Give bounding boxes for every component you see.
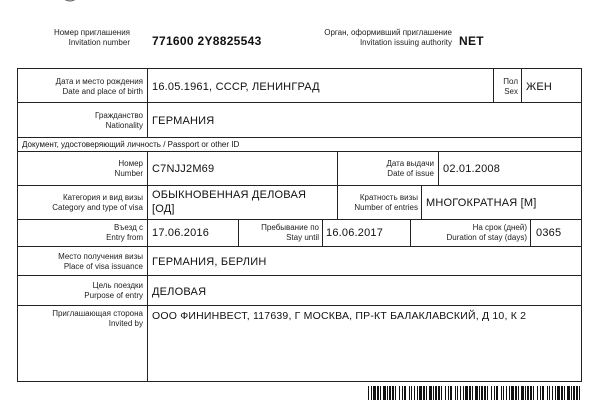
purpose-label: Цель поездки Purpose of entry	[84, 281, 143, 300]
visa-category-label: Категория и вид визы Category and type of visa	[52, 193, 143, 212]
invited-by-value: ООО ФИНИНВЕСТ, 117639, Г МОСКВА, ПР-КТ БАЛАКЛАВСКИЙ, Д 10, К 2	[152, 310, 527, 322]
duration-value: 0365	[536, 227, 562, 239]
entry-from-value: 17.06.2016	[152, 227, 210, 239]
visa-form	[17, 68, 582, 382]
stay-until-label: Пребывание по Stay until	[261, 223, 319, 242]
passport-number-label: Номер Number	[114, 159, 143, 178]
date-of-issue-value: 02.01.2008	[443, 163, 501, 175]
issuing-authority-label: Орган, оформивший приглашение Invitation issuing authority	[324, 28, 452, 47]
entries-label: Кратность визы Number of entries	[354, 193, 418, 212]
entry-from-label: Въезд с Entry from	[106, 223, 143, 242]
passport-number-value: C7NJJ2M69	[152, 163, 215, 175]
stay-until-value: 16.06.2017	[326, 227, 384, 239]
issuance-place-value: ГЕРМАНИЯ, БЕРЛИН	[152, 256, 267, 268]
nationality-value: ГЕРМАНИЯ	[152, 115, 215, 127]
sex-value: ЖЕН	[526, 81, 553, 93]
coat-of-arms-icon	[50, 0, 90, 8]
entries-value: МНОГОКРАТНАЯ [М]	[426, 197, 537, 209]
invitation-number-value: 771600 2Y8825543	[152, 34, 262, 48]
barcode-icon	[368, 386, 584, 400]
purpose-value: ДЕЛОВАЯ	[152, 286, 207, 298]
duration-label: На срок (дней) Duration of stay (days)	[446, 223, 527, 242]
invited-by-label: Приглашающая сторона Invited by	[52, 309, 143, 328]
issuance-place-label: Место получения визы Place of visa issuance	[58, 252, 143, 271]
issuing-authority-value: NET	[459, 34, 484, 48]
document-label: Документ, удостоверяющий личность / Passport or other ID	[22, 140, 240, 149]
nationality-label: Гражданство Nationality	[95, 111, 143, 130]
visa-category-value: ОБЫКНОВЕННАЯ ДЕЛОВАЯ [ОД]	[152, 189, 307, 215]
sex-label: Пол Sex	[503, 77, 518, 96]
birth-label: Дата и место рождения Date and place of birth	[55, 77, 143, 96]
birth-value: 16.05.1961, СССР, ЛЕНИНГРАД	[152, 81, 320, 93]
invitation-number-label: Номер приглашения Invitation number	[53, 28, 130, 47]
date-of-issue-label: Дата выдачи Date of issue	[386, 159, 434, 178]
